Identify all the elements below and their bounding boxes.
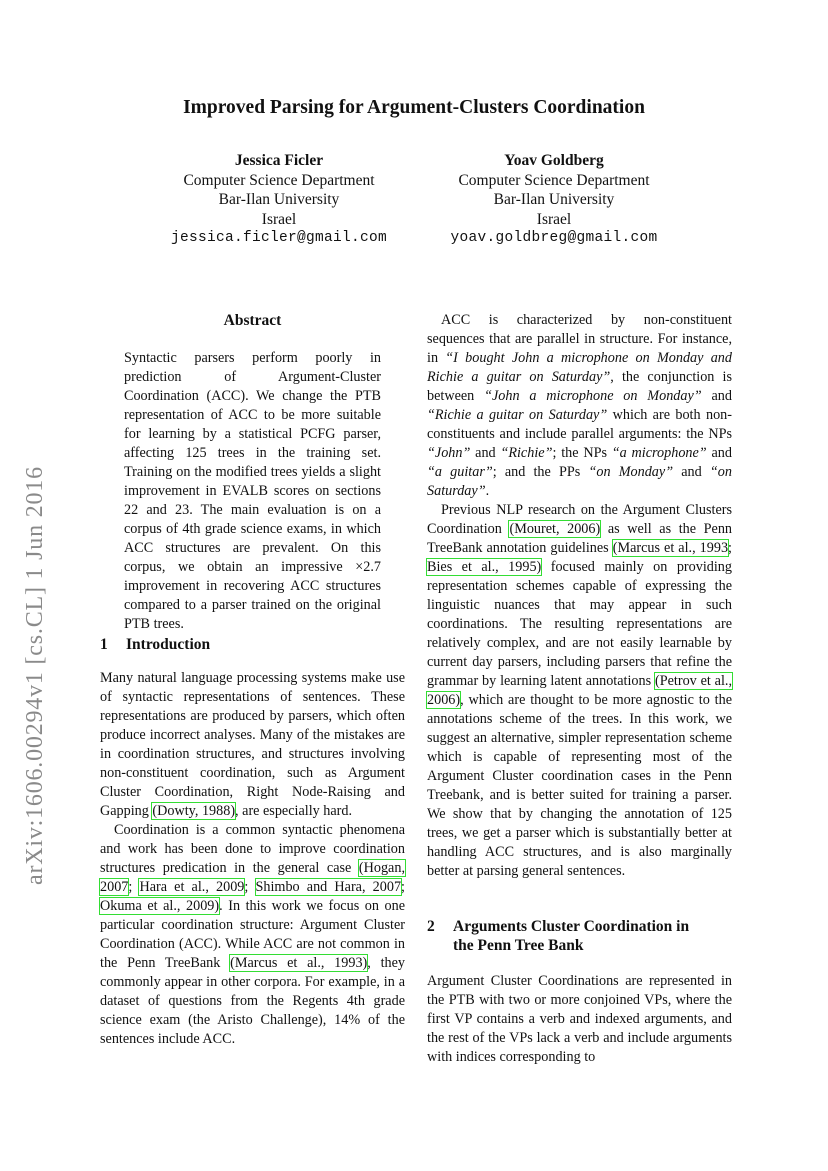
author-dept: Computer Science Department [458, 171, 650, 189]
citation-link[interactable]: Bies et al., 1995) [427, 559, 542, 575]
arxiv-identifier: arXiv:1606.00294v1 [cs.CL] 1 Jun 2016 [22, 466, 48, 885]
paper-title: Improved Parsing for Argument-Clusters Coordination [183, 97, 645, 118]
section-number: 1 [100, 636, 108, 653]
section-number: 2 [427, 918, 435, 935]
citation-link[interactable]: (Hogan, 2007 [100, 860, 405, 895]
acc-paragraph: ACC is characterized by non-constituent sequences that are parallel in structure. For instance, in “I bought John a microphone on Monday and Richie a guitar on Saturday”, the conjunction is between “John a microphone on Monday” and “Richie a guitar on Saturday” which are both non-constituents and include parallel arguments: the NPs “John” and “Richie”; the NPs “a microphone” and “a guitar”; and the PPs “on Monday” and “on Saturday”. [427, 312, 732, 499]
author-country: Israel [261, 210, 297, 228]
author-univ: Bar-Ilan University [218, 191, 340, 208]
previous-work-paragraph: Previous NLP research on the Argument Clusters Coordination (Mouret, 2006) as well as the Penn TreeBank annotation guidelines (Marcus et al., 1993; Bies et al., 1995) focused mainly on providing representation schemes capable of expressing the linguistic nuances that may appear in such coordinations. The resulting representations are relatively complex, and are not easily learnable by current day parsers, including parsers that refine the grammar by learning latent annotations (Petrov et al., 2006), which are thought to be more agnostic to the annotations scheme of the trees. In this work, we suggest an alternative, simpler representation scheme which is capable of representing most of the Argument Cluster coordination cases in the Penn Treebank, and is better suited for training a parser. We show that by changing the annotation of 125 trees, we get a parser which is substantially better at handling ACC structures, and is also marginally better at parsing general sentences. [427, 502, 733, 879]
section-2-paragraph-1: Argument Cluster Coordinations are represented in the PTB with two or more conjoined VPs, where the first VP contains a verb and indexed arguments, and the rest of the VPs lack a verb and include arguments with indices corresponding to [427, 973, 732, 1065]
citation-link[interactable]: Hara et al., 2009 [139, 879, 245, 895]
citation-link[interactable]: Shimbo and Hara, 2007 [255, 879, 402, 895]
intro-paragraph-2: Coordination is a common syntactic phenomena and work has been done to improve coordination structures predication in the general case (Hogan, 2007; Hara et al., 2009; Shimbo and Hara, 2007; Okuma et al., 2009). In this work we focus on one particular coordination structure: Argument Cluster Coordination (ACC). While ACC are not common in the Penn TreeBank (Marcus et al., 1993), they commonly appear in other corpora. For example, in a dataset of questions from the Regents 4th grade science exam (the Aristo Challenge), 14% of the sentences include ACC. [100, 822, 406, 1047]
citation-link[interactable]: (Petrov et al., 2006) [427, 673, 732, 708]
citation-link[interactable]: (Mouret, 2006) [509, 521, 601, 537]
author-univ: Bar-Ilan University [493, 191, 615, 208]
abstract-heading: Abstract [223, 312, 282, 329]
right-column-body [427, 311, 732, 881]
author-dept: Computer Science Department [183, 171, 375, 189]
author-country: Israel [536, 210, 572, 228]
citation-link[interactable]: Okuma et al., 2009) [100, 898, 220, 914]
section-heading-arguments-cluster [427, 917, 732, 955]
author-name: Jessica Ficler [234, 152, 324, 169]
section-title-line-2: the Penn Tree Bank [453, 937, 584, 954]
section-title: Introduction [126, 636, 211, 653]
author-email: jessica.ficler@gmail.com [170, 230, 388, 246]
section-2-body [427, 972, 732, 1067]
citation-link[interactable]: (Marcus et al., 1993) [230, 955, 368, 971]
author-email: yoav.goldbreg@gmail.com [450, 230, 658, 246]
citation-link[interactable]: (Dowty, 1988) [152, 803, 236, 819]
introduction-body [100, 669, 405, 1049]
abstract-text: Syntactic parsers perform poorly in prediction of Argument-Cluster Coordination (ACC). We change the PTB representation of ACC to be more suitable for learning by a statistical PCFG parser, affecting 125 trees in the training set. Training on the modified trees yields a slight improvement in EVALB scores on sections 22 and 23. The main evaluation is on a corpus of 4th grade science exams, in which ACC structures are prevalent. On this corpus, we obtain an impressive ×2.7 improvement in recovering ACC structures compared to a parser trained on the original PTB trees. [124, 350, 381, 632]
author-name: Yoav Goldberg [504, 152, 604, 169]
citation-link[interactable]: (Marcus et al., 1993 [612, 540, 729, 556]
section-heading-introduction [100, 635, 405, 654]
intro-paragraph-1: Many natural language processing systems make use of syntactic representations of sentences. These representations are produced by parsers, which often produce incorrect analyses. Many of the mistakes are in coordination structures, and structures involving non-constituent coordination, such as Argument Cluster Coordination, Right Node-Raising and Gapping (Dowty, 1988), are especially hard. [100, 670, 405, 819]
author-block-2 [389, 151, 719, 249]
section-title-line-1: Arguments Cluster Coordination in [453, 918, 690, 935]
